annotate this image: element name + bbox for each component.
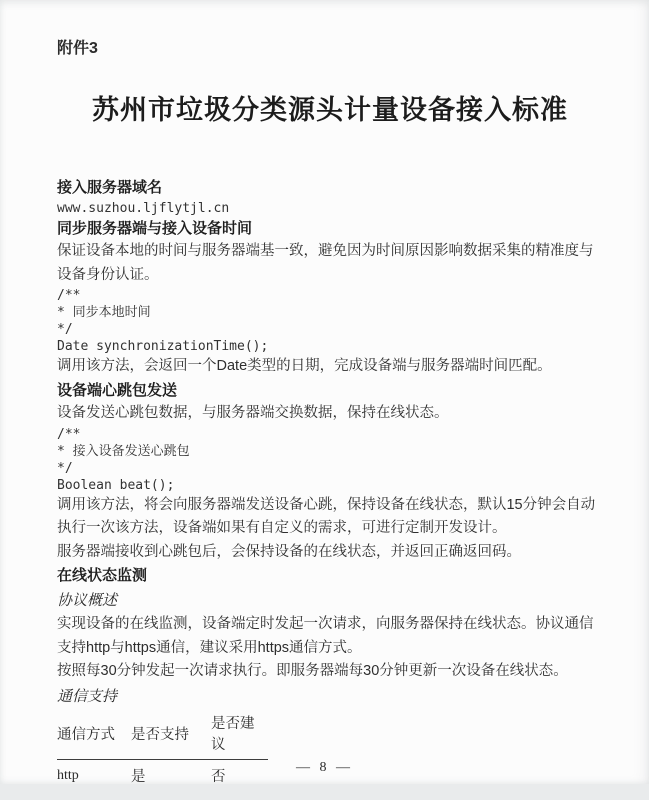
code-line: */: [57, 460, 73, 476]
paragraph-heartbeat-note1: 调用该方法，将会向服务器端发送设备心跳，保持设备在线状态，默认15分钟会自动执行一次该方法，设备端如果有自定义的需求，可进行定制开发设计。: [57, 496, 596, 536]
code-line: */: [57, 322, 73, 337]
table-cell-supported: 是: [131, 769, 146, 785]
subheading-protocol-overview: 协议概述: [57, 592, 118, 609]
table-header-comm-method: 通信方式: [57, 711, 131, 760]
table-header-recommended: 是否建议: [211, 711, 268, 760]
attachment-label: 附件3: [57, 40, 98, 57]
document-title: 苏州市垃圾分类源头计量设备接入标准: [92, 95, 568, 125]
page-number: — 8 —: [296, 760, 353, 775]
code-line: /**: [57, 288, 81, 303]
paragraph-time-sync-desc: 保证设备本地的时间与服务器端基一致，避免因为时间原因影响数据采集的精准度与设备身份认证。: [57, 243, 594, 283]
document-body: [57, 176, 603, 788]
code-line: Date synchronizationTime();: [57, 339, 269, 354]
code-line: * 接入设备发送心跳包: [57, 443, 190, 459]
code-line: * 同步本地时间: [57, 305, 151, 320]
code-line: Boolean beat();: [57, 477, 175, 493]
heading-online-status: 在线状态监测: [57, 567, 148, 584]
heading-time-sync: 同步服务器端与接入设备时间: [57, 219, 253, 237]
table-cell-recommended: 否: [211, 769, 226, 785]
table-header-row: [57, 711, 268, 760]
paragraph-heartbeat-desc: 设备发送心跳包数据，与服务器端交换数据，保持在线状态。: [57, 405, 449, 421]
table-header-supported: 是否支持: [131, 711, 211, 760]
heading-heartbeat: 设备端心跳包发送: [57, 381, 178, 399]
heading-server-domain: 接入服务器域名: [57, 179, 163, 196]
table-cell-comm-method: http: [57, 767, 79, 783]
paragraph-protocol-overview-1: 实现设备的在线监测，设备端定时发起一次请求，向服务器保持在线状态。协议通信支持http与https通信，建议采用https通信方式。: [57, 616, 594, 656]
paragraph-protocol-overview-2: 按照每30分钟发起一次请求执行。即服务器端每30分钟更新一次设备在线状态。: [57, 663, 568, 679]
code-line: /**: [57, 426, 81, 442]
server-domain-value: www.suzhou.ljflytjl.cn: [57, 200, 230, 216]
subheading-comm-support: 通信支持: [57, 688, 118, 705]
paragraph-heartbeat-note2: 服务器端接收到心跳包后，会保持设备的在线状态，并返回正确返回码。: [57, 543, 521, 560]
paragraph-time-sync-note: 调用该方法，会返回一个Date类型的日期，完成设备端与服务器端时间匹配。: [57, 358, 552, 374]
communication-support-table: [57, 711, 268, 788]
